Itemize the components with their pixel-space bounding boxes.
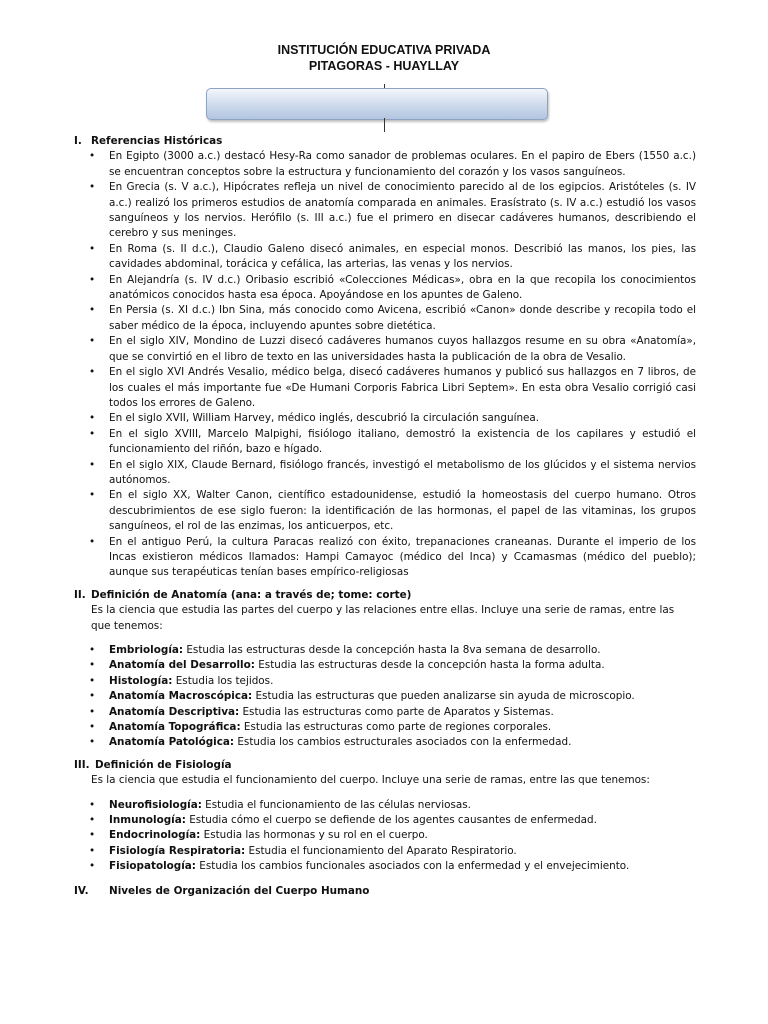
section-number: I. <box>74 135 82 147</box>
list-item: • En el siglo XX, Walter Canon, científico estadounidense, estudió la homeostasis del cuerpo humano. Otros descubrimientos de ese siglo fueron: la identificación de las hormonas, el papel de las vitaminas, los grupos sanguíneos, el rol de las enzimas, los anticuerpos, etc. <box>109 488 696 534</box>
list-item: • Inmunología: Estudia cómo el cuerpo se defiende de los agentes causantes de enfermedad. <box>109 813 696 828</box>
section-title: Referencias Históricas <box>91 135 223 147</box>
section-number: III. <box>74 758 90 771</box>
list-item: • Embriología: Estudia las estructuras desde la concepción hasta la 8va semana de desarrollo. <box>109 643 696 658</box>
list-item: • En el siglo XIX, Claude Bernard, fisiólogo francés, investigó el metabolismo de los glúcidos y el sistema nervios autónomos. <box>109 458 696 489</box>
list-item: • Anatomía Topográfica: Estudia las estructuras como parte de regiones corporales. <box>109 720 696 735</box>
section-number: II. <box>74 588 86 601</box>
connector-line-bottom <box>384 118 385 132</box>
school-location: PITAGORAS - HUAYLLAY <box>308 59 460 73</box>
school-name: INSTITUCIÓN EDUCATIVA PRIVADA <box>277 43 491 57</box>
list-item: • En el siglo XVIII, Marcelo Malpighi, fisiólogo italiano, demostró la existencia de los capilares y estudió el funcionamiento del riñón, bazo e hígado. <box>109 427 696 458</box>
list-item: • Anatomía Patológica: Estudia los cambios estructurales asociados con la enfermedad. <box>109 735 696 750</box>
list-item: • Anatomía Descriptiva: Estudia las estructuras como parte de Aparatos y Sistemas. <box>109 705 696 720</box>
list-item: • Fisiopatología: Estudia los cambios funcionales asociados con la enfermedad y el envejecimiento. <box>109 859 696 874</box>
list-item: • Neurofisiología: Estudia el funcionamiento de las células nerviosas. <box>109 798 696 813</box>
list-item: • En el siglo XVI Andrés Vesalio, médico belga, disecó cadáveres humanos y publicó sus hallazgos en 7 libros, de los cuales el más importante fue «De Humani Corporis Fabrica Libri Septem». En esta obra Vesalio corrigió casi todos los errores de Galeno. <box>109 365 696 411</box>
section-heading-organization <box>74 884 696 899</box>
section-title: Niveles de Organización del Cuerpo Humano <box>109 884 370 897</box>
list-item: • En Alejandría (s. IV d.c.) Oribasio escribió «Colecciones Médicas», obra en la que recopila los conocimientos anatómicos conocidos hasta esa época. Apoyándose en los apuntes de Galeno. <box>109 273 696 304</box>
section-number: IV. <box>74 884 89 897</box>
list-item: • Anatomía Macroscópica: Estudia las estructuras que pueden analizarse sin ayuda de microscopio. <box>109 689 696 704</box>
list-item: • Anatomía del Desarrollo: Estudia las estructuras desde la concepción hasta la forma adulta. <box>109 658 696 673</box>
list-item: • Endocrinología: Estudia las hormonas y su rol en el cuerpo. <box>109 828 696 843</box>
document-body <box>74 134 696 899</box>
list-item: • En Grecia (s. V a.c.), Hipócrates refleja un nivel de conocimiento parecido al de los egipcios. Aristóteles (s. IV a.c.) realizó los primeros estudios de anatomía comparada en animales. Erasístrato (s. IV a.c.) estudió los vasos sanguíneos y los nervios. Herófilo (s. III a.c.) fue el primero en disecar cadáveres humanos, describiendo el cerebro y sus meninges. <box>109 180 696 242</box>
history-list <box>74 149 696 580</box>
physiology-branches-list <box>74 798 696 875</box>
anatomy-branches-list <box>74 643 696 751</box>
anatomy-intro: Es la ciencia que estudia las partes del cuerpo y las relaciones entre ellas. Incluye una serie de ramas, entre las que tenemos: <box>91 604 675 632</box>
list-item: • En Persia (s. XI d.c.) Ibn Sina, más conocido como Avicena, escribió «Canon» donde describe y recopila todo el saber médico de la época, incluyendo apuntes sobre dietética. <box>109 303 696 334</box>
section-title: Definición de Anatomía (ana: a través de; tome: corte) <box>91 588 412 601</box>
title-banner <box>206 88 548 120</box>
section-heading-history <box>74 134 696 149</box>
physiology-intro: Es la ciencia que estudia el funcionamiento del cuerpo. Incluye una serie de ramas, entre las que tenemos: <box>91 774 650 787</box>
document-header <box>0 42 768 74</box>
section-title: Definición de Fisiología <box>95 758 232 771</box>
section-heading-physiology <box>74 758 696 773</box>
list-item: • Histología: Estudia los tejidos. <box>109 674 696 689</box>
list-item: • En el antiguo Perú, la cultura Paracas realizó con éxito, trepanaciones craneanas. Durante el imperio de los Incas existieron médicos llamados: Hampi Camayoc (médico del Inca) y Ccamasmas (médico del pueblo); aunque sus terapéuticas tenían bases empírico-religiosas <box>109 535 696 581</box>
list-item: • En el siglo XVII, William Harvey, médico inglés, descubrió la circulación sanguínea. <box>109 411 696 426</box>
list-item: • En Egipto (3000 a.c.) destacó Hesy-Ra como sanador de problemas oculares. En el papiro de Ebers (1550 a.c.) se encuentran conceptos sobre la estructura y funcionamiento del corazón y los vasos sanguíneos. <box>109 149 696 180</box>
list-item: • Fisiología Respiratoria: Estudia el funcionamiento del Aparato Respiratorio. <box>109 844 696 859</box>
list-item: • En el siglo XIV, Mondino de Luzzi disecó cadáveres humanos cuyos hallazgos resume en su obra «Anatomía», que se convirtió en el libro de texto en las universidades hasta la publicación de la obra de Vesalio. <box>109 334 696 365</box>
section-heading-anatomy <box>74 588 696 603</box>
list-item: • En Roma (s. II d.c.), Claudio Galeno disecó animales, en especial monos. Describió las manos, los pies, las cavidades abdominal, torácica y cefálica, las arterias, las venas y los nervios. <box>109 242 696 273</box>
